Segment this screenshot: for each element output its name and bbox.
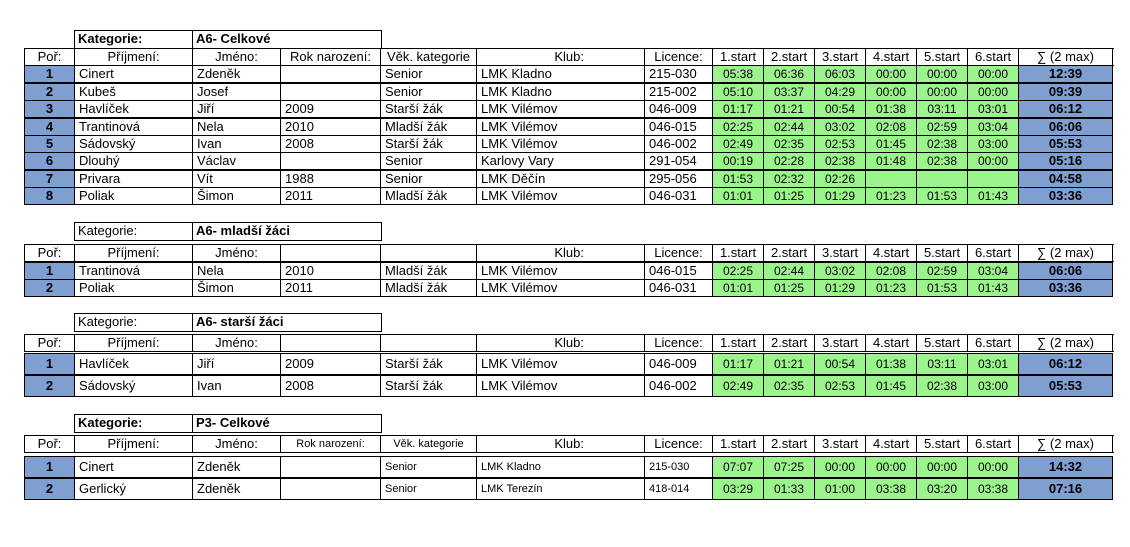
start-time-cell: 03:01 bbox=[967, 100, 1019, 118]
cell-club: LMK Kladno bbox=[476, 456, 645, 478]
start-time-cell: 05:38 bbox=[712, 65, 764, 83]
header-start-6: 6.start bbox=[967, 49, 1018, 65]
header-birth: Rok narození: bbox=[280, 49, 380, 65]
cell-name: Václav bbox=[192, 152, 281, 170]
sum-cell: 14:32 bbox=[1018, 456, 1113, 478]
start-time-cell: 01:25 bbox=[763, 187, 815, 205]
cell-surname: Privara bbox=[74, 170, 193, 188]
start-time-cell: 02:25 bbox=[712, 262, 764, 280]
cell-birth: 1988 bbox=[280, 170, 381, 188]
cell-name: Nela bbox=[192, 262, 281, 280]
cell-surname: Cinert bbox=[74, 65, 193, 83]
start-time-cell: 03:37 bbox=[763, 83, 815, 101]
sum-cell: 05:53 bbox=[1018, 375, 1113, 397]
start-time-cell: 01:21 bbox=[763, 100, 815, 118]
sum-cell: 06:12 bbox=[1018, 100, 1113, 118]
category-divider bbox=[192, 222, 193, 241]
cell-birth bbox=[280, 83, 381, 101]
cell-club: LMK Vilémov bbox=[476, 135, 645, 153]
header-start-3: 3.start bbox=[814, 245, 865, 261]
cell-surname: Poliak bbox=[74, 187, 193, 205]
start-time-cell: 01:48 bbox=[865, 152, 917, 170]
header-start-1: 1.start bbox=[712, 245, 763, 261]
cell-age-cat: Mladší žák bbox=[380, 187, 477, 205]
header-start-2: 2.start bbox=[763, 335, 814, 351]
start-time-cell: 03:00 bbox=[967, 135, 1019, 153]
header-age-cat: Věk. kategorie bbox=[380, 49, 476, 65]
start-time-cell: 02:44 bbox=[763, 262, 815, 280]
cell-age-cat: Mladší žák bbox=[380, 118, 477, 136]
header-surname: Příjmení: bbox=[74, 436, 192, 452]
cell-surname: Havlíček bbox=[74, 353, 193, 375]
start-time-cell: 01:53 bbox=[712, 170, 764, 188]
start-time-cell: 07:07 bbox=[712, 456, 764, 478]
start-time-cell: 02:38 bbox=[916, 375, 968, 397]
header-start-2: 2.start bbox=[763, 436, 814, 452]
sum-cell: 06:12 bbox=[1018, 353, 1113, 375]
cell-age-cat: Senior bbox=[380, 83, 477, 101]
header-club: Klub: bbox=[476, 245, 644, 261]
rank-cell: 4 bbox=[24, 118, 75, 136]
header-name: Jméno: bbox=[192, 49, 280, 65]
start-time-cell: 00:54 bbox=[814, 100, 866, 118]
cell-birth bbox=[280, 478, 381, 500]
cell-club: LMK Vilémov bbox=[476, 375, 645, 397]
start-time-cell: 03:38 bbox=[865, 478, 917, 500]
rank-cell: 2 bbox=[24, 279, 75, 297]
rank-cell: 1 bbox=[24, 65, 75, 83]
start-time-cell: 04:29 bbox=[814, 83, 866, 101]
header-rank: Poř: bbox=[24, 335, 74, 351]
cell-licence: 046-015 bbox=[644, 118, 713, 136]
start-time-cell: 02:53 bbox=[814, 375, 866, 397]
start-time-cell: 02:38 bbox=[916, 152, 968, 170]
cell-birth bbox=[280, 152, 381, 170]
header-start-4: 4.start bbox=[865, 49, 916, 65]
sum-cell: 12:39 bbox=[1018, 65, 1113, 83]
header-start-3: 3.start bbox=[814, 436, 865, 452]
start-time-cell: 03:11 bbox=[916, 353, 968, 375]
start-time-cell bbox=[967, 170, 1019, 188]
cell-age-cat: Senior bbox=[380, 170, 477, 188]
cell-name: Zdeněk bbox=[192, 456, 281, 478]
cell-club: LMK Děčín bbox=[476, 170, 645, 188]
cell-age-cat: Starší žák bbox=[380, 135, 477, 153]
header-sum: ∑ (2 max) bbox=[1018, 335, 1113, 351]
cell-licence: 046-002 bbox=[644, 375, 713, 397]
rank-cell: 8 bbox=[24, 187, 75, 205]
start-time-cell: 00:00 bbox=[916, 65, 968, 83]
cell-birth bbox=[280, 456, 381, 478]
category-label: Kategorie: bbox=[78, 314, 138, 329]
cell-surname: Dlouhý bbox=[74, 152, 193, 170]
cell-surname: Gerlický bbox=[74, 478, 193, 500]
header-start-1: 1.start bbox=[712, 436, 763, 452]
start-time-cell: 03:29 bbox=[712, 478, 764, 500]
start-time-cell: 02:35 bbox=[763, 375, 815, 397]
header-start-5: 5.start bbox=[916, 245, 967, 261]
start-time-cell: 00:00 bbox=[865, 456, 917, 478]
category-title: A6- starší žáci bbox=[196, 314, 284, 329]
header-sum: ∑ (2 max) bbox=[1018, 245, 1113, 261]
cell-surname: Trantinová bbox=[74, 262, 193, 280]
cell-birth: 2008 bbox=[280, 135, 381, 153]
start-time-cell: 01:00 bbox=[814, 478, 866, 500]
rank-cell: 2 bbox=[24, 478, 75, 500]
header-start-4: 4.start bbox=[865, 436, 916, 452]
start-time-cell bbox=[916, 170, 968, 188]
header-start-3: 3.start bbox=[814, 335, 865, 351]
start-time-cell: 03:20 bbox=[916, 478, 968, 500]
header-licence: Licence: bbox=[644, 335, 712, 351]
rank-cell: 1 bbox=[24, 353, 75, 375]
start-time-cell: 01:38 bbox=[865, 100, 917, 118]
sum-cell: 07:16 bbox=[1018, 478, 1113, 500]
cell-age-cat: Senior bbox=[380, 152, 477, 170]
start-time-cell: 01:43 bbox=[967, 187, 1019, 205]
sum-cell: 09:39 bbox=[1018, 83, 1113, 101]
cell-birth: 2010 bbox=[280, 118, 381, 136]
sum-cell: 04:58 bbox=[1018, 170, 1113, 188]
start-time-cell bbox=[865, 170, 917, 188]
start-time-cell: 00:00 bbox=[916, 456, 968, 478]
cell-licence: 046-002 bbox=[644, 135, 713, 153]
header-sum: ∑ (2 max) bbox=[1018, 49, 1113, 65]
start-time-cell: 03:11 bbox=[916, 100, 968, 118]
start-time-cell: 00:00 bbox=[967, 456, 1019, 478]
cell-name: Josef bbox=[192, 83, 281, 101]
start-time-cell: 01:43 bbox=[967, 279, 1019, 297]
header-age-cat: Věk. kategorie bbox=[380, 436, 476, 452]
cell-licence: 046-009 bbox=[644, 100, 713, 118]
sum-cell: 03:36 bbox=[1018, 187, 1113, 205]
cell-club: LMK Terezín bbox=[476, 478, 645, 500]
cell-licence: 046-031 bbox=[644, 187, 713, 205]
cell-name: Jiří bbox=[192, 100, 281, 118]
start-time-cell: 02:53 bbox=[814, 135, 866, 153]
cell-licence: 046-015 bbox=[644, 262, 713, 280]
cell-name: Jiří bbox=[192, 353, 281, 375]
header-club: Klub: bbox=[476, 335, 644, 351]
header-birth bbox=[280, 335, 380, 351]
cell-licence: 295-056 bbox=[644, 170, 713, 188]
start-time-cell: 01:01 bbox=[712, 279, 764, 297]
header-rank: Poř: bbox=[24, 49, 74, 65]
header-surname: Příjmení: bbox=[74, 49, 192, 65]
start-time-cell: 00:00 bbox=[865, 83, 917, 101]
category-title: A6- mladší žáci bbox=[196, 223, 290, 238]
header-start-2: 2.start bbox=[763, 245, 814, 261]
cell-name: Zdeněk bbox=[192, 65, 281, 83]
cell-birth: 2008 bbox=[280, 375, 381, 397]
category-divider bbox=[192, 313, 193, 332]
cell-licence: 418-014 bbox=[644, 478, 713, 500]
header-age-cat bbox=[380, 245, 476, 261]
header-surname: Příjmení: bbox=[74, 245, 192, 261]
header-club: Klub: bbox=[476, 436, 644, 452]
start-time-cell: 01:25 bbox=[763, 279, 815, 297]
cell-birth: 2011 bbox=[280, 187, 381, 205]
rank-cell: 2 bbox=[24, 83, 75, 101]
cell-age-cat: Senior bbox=[380, 478, 477, 500]
cell-name: Nela bbox=[192, 118, 281, 136]
header-start-6: 6.start bbox=[967, 436, 1018, 452]
start-time-cell: 01:17 bbox=[712, 100, 764, 118]
cell-club: LMK Vilémov bbox=[476, 187, 645, 205]
start-time-cell: 01:29 bbox=[814, 187, 866, 205]
header-start-3: 3.start bbox=[814, 49, 865, 65]
cell-name: Vít bbox=[192, 170, 281, 188]
start-time-cell: 00:00 bbox=[865, 65, 917, 83]
category-title: P3- Celkové bbox=[196, 415, 270, 430]
cell-birth: 2010 bbox=[280, 262, 381, 280]
header-start-4: 4.start bbox=[865, 335, 916, 351]
header-name: Jméno: bbox=[192, 245, 280, 261]
start-time-cell: 02:25 bbox=[712, 118, 764, 136]
rank-cell: 5 bbox=[24, 135, 75, 153]
cell-surname: Sádovský bbox=[74, 375, 193, 397]
start-time-cell: 06:36 bbox=[763, 65, 815, 83]
start-time-cell: 01:45 bbox=[865, 375, 917, 397]
cell-club: LMK Vilémov bbox=[476, 100, 645, 118]
rank-cell: 2 bbox=[24, 375, 75, 397]
header-start-6: 6.start bbox=[967, 245, 1018, 261]
cell-surname: Trantinová bbox=[74, 118, 193, 136]
cell-birth bbox=[280, 65, 381, 83]
header-licence: Licence: bbox=[644, 245, 712, 261]
start-time-cell: 02:44 bbox=[763, 118, 815, 136]
cell-name: Šimon bbox=[192, 279, 281, 297]
start-time-cell: 01:23 bbox=[865, 187, 917, 205]
cell-licence: 215-030 bbox=[644, 456, 713, 478]
start-time-cell: 07:25 bbox=[763, 456, 815, 478]
header-birth bbox=[280, 245, 380, 261]
cell-club: LMK Kladno bbox=[476, 65, 645, 83]
header-rank: Poř: bbox=[24, 436, 74, 452]
cell-birth: 2009 bbox=[280, 353, 381, 375]
cell-birth: 2009 bbox=[280, 100, 381, 118]
rank-cell: 1 bbox=[24, 456, 75, 478]
cell-age-cat: Starší žák bbox=[380, 100, 477, 118]
start-time-cell: 01:45 bbox=[865, 135, 917, 153]
header-start-5: 5.start bbox=[916, 49, 967, 65]
start-time-cell: 01:53 bbox=[916, 279, 968, 297]
start-time-cell: 02:28 bbox=[763, 152, 815, 170]
header-start-6: 6.start bbox=[967, 335, 1018, 351]
category-label: Kategorie: bbox=[78, 415, 143, 430]
start-time-cell: 02:35 bbox=[763, 135, 815, 153]
cell-name: Šimon bbox=[192, 187, 281, 205]
category-label: Kategorie: bbox=[78, 31, 143, 46]
sum-cell: 05:53 bbox=[1018, 135, 1113, 153]
rank-cell: 3 bbox=[24, 100, 75, 118]
header-rank: Poř: bbox=[24, 245, 74, 261]
start-time-cell: 01:38 bbox=[865, 353, 917, 375]
header-club: Klub: bbox=[476, 49, 644, 65]
cell-name: Ivan bbox=[192, 375, 281, 397]
start-time-cell: 01:01 bbox=[712, 187, 764, 205]
cell-surname: Poliak bbox=[74, 279, 193, 297]
cell-age-cat: Senior bbox=[380, 456, 477, 478]
start-time-cell: 02:38 bbox=[814, 152, 866, 170]
start-time-cell: 02:08 bbox=[865, 262, 917, 280]
start-time-cell: 02:59 bbox=[916, 118, 968, 136]
start-time-cell: 03:00 bbox=[967, 375, 1019, 397]
start-time-cell: 01:23 bbox=[865, 279, 917, 297]
cell-licence: 215-002 bbox=[644, 83, 713, 101]
cell-birth: 2011 bbox=[280, 279, 381, 297]
cell-licence: 215-030 bbox=[644, 65, 713, 83]
cell-surname: Cinert bbox=[74, 456, 193, 478]
start-time-cell: 02:38 bbox=[916, 135, 968, 153]
start-time-cell: 01:29 bbox=[814, 279, 866, 297]
start-time-cell: 02:32 bbox=[763, 170, 815, 188]
start-time-cell: 01:21 bbox=[763, 353, 815, 375]
start-time-cell: 00:00 bbox=[916, 83, 968, 101]
category-divider bbox=[192, 30, 193, 49]
header-start-1: 1.start bbox=[712, 49, 763, 65]
rank-cell: 1 bbox=[24, 262, 75, 280]
rank-cell: 7 bbox=[24, 170, 75, 188]
cell-club: LMK Vilémov bbox=[476, 353, 645, 375]
category-title: A6- Celkové bbox=[196, 31, 271, 46]
cell-age-cat: Mladší žák bbox=[380, 262, 477, 280]
header-name: Jméno: bbox=[192, 335, 280, 351]
start-time-cell: 02:49 bbox=[712, 135, 764, 153]
start-time-cell: 01:17 bbox=[712, 353, 764, 375]
header-name: Jméno: bbox=[192, 436, 280, 452]
start-time-cell: 01:53 bbox=[916, 187, 968, 205]
start-time-cell: 02:08 bbox=[865, 118, 917, 136]
cell-licence: 046-031 bbox=[644, 279, 713, 297]
rank-cell: 6 bbox=[24, 152, 75, 170]
header-start-5: 5.start bbox=[916, 335, 967, 351]
sum-cell: 06:06 bbox=[1018, 118, 1113, 136]
start-time-cell: 03:01 bbox=[967, 353, 1019, 375]
sum-cell: 03:36 bbox=[1018, 279, 1113, 297]
cell-age-cat: Starší žák bbox=[380, 353, 477, 375]
cell-licence: 291-054 bbox=[644, 152, 713, 170]
start-time-cell: 00:00 bbox=[967, 65, 1019, 83]
start-time-cell: 03:04 bbox=[967, 262, 1019, 280]
header-start-5: 5.start bbox=[916, 436, 967, 452]
sum-cell: 06:06 bbox=[1018, 262, 1113, 280]
header-age-cat bbox=[380, 335, 476, 351]
cell-surname: Havlíček bbox=[74, 100, 193, 118]
start-time-cell: 00:19 bbox=[712, 152, 764, 170]
start-time-cell: 00:00 bbox=[814, 456, 866, 478]
cell-club: LMK Vilémov bbox=[476, 262, 645, 280]
cell-name: Zdeněk bbox=[192, 478, 281, 500]
start-time-cell: 06:03 bbox=[814, 65, 866, 83]
sum-cell: 05:16 bbox=[1018, 152, 1113, 170]
start-time-cell: 03:02 bbox=[814, 118, 866, 136]
start-time-cell: 00:54 bbox=[814, 353, 866, 375]
cell-age-cat: Starší žák bbox=[380, 375, 477, 397]
header-start-1: 1.start bbox=[712, 335, 763, 351]
cell-club: LMK Kladno bbox=[476, 83, 645, 101]
start-time-cell: 00:00 bbox=[967, 83, 1019, 101]
start-time-cell: 00:00 bbox=[967, 152, 1019, 170]
cell-club: Karlovy Vary bbox=[476, 152, 645, 170]
start-time-cell: 03:02 bbox=[814, 262, 866, 280]
start-time-cell: 05:10 bbox=[712, 83, 764, 101]
start-time-cell: 01:33 bbox=[763, 478, 815, 500]
cell-licence: 046-009 bbox=[644, 353, 713, 375]
start-time-cell: 03:04 bbox=[967, 118, 1019, 136]
start-time-cell: 02:59 bbox=[916, 262, 968, 280]
cell-age-cat: Senior bbox=[380, 65, 477, 83]
cell-age-cat: Mladší žák bbox=[380, 279, 477, 297]
category-divider bbox=[192, 414, 193, 433]
header-birth: Rok narození: bbox=[280, 436, 380, 452]
header-licence: Licence: bbox=[644, 49, 712, 65]
cell-name: Ivan bbox=[192, 135, 281, 153]
cell-surname: Kubeš bbox=[74, 83, 193, 101]
category-label: Kategorie: bbox=[78, 223, 138, 238]
cell-surname: Sádovský bbox=[74, 135, 193, 153]
start-time-cell: 02:26 bbox=[814, 170, 866, 188]
header-licence: Licence: bbox=[644, 436, 712, 452]
header-sum: ∑ (2 max) bbox=[1018, 436, 1113, 452]
cell-club: LMK Vilémov bbox=[476, 279, 645, 297]
header-start-4: 4.start bbox=[865, 245, 916, 261]
cell-club: LMK Vilémov bbox=[476, 118, 645, 136]
start-time-cell: 02:49 bbox=[712, 375, 764, 397]
start-time-cell: 03:38 bbox=[967, 478, 1019, 500]
header-surname: Příjmení: bbox=[74, 335, 192, 351]
header-start-2: 2.start bbox=[763, 49, 814, 65]
